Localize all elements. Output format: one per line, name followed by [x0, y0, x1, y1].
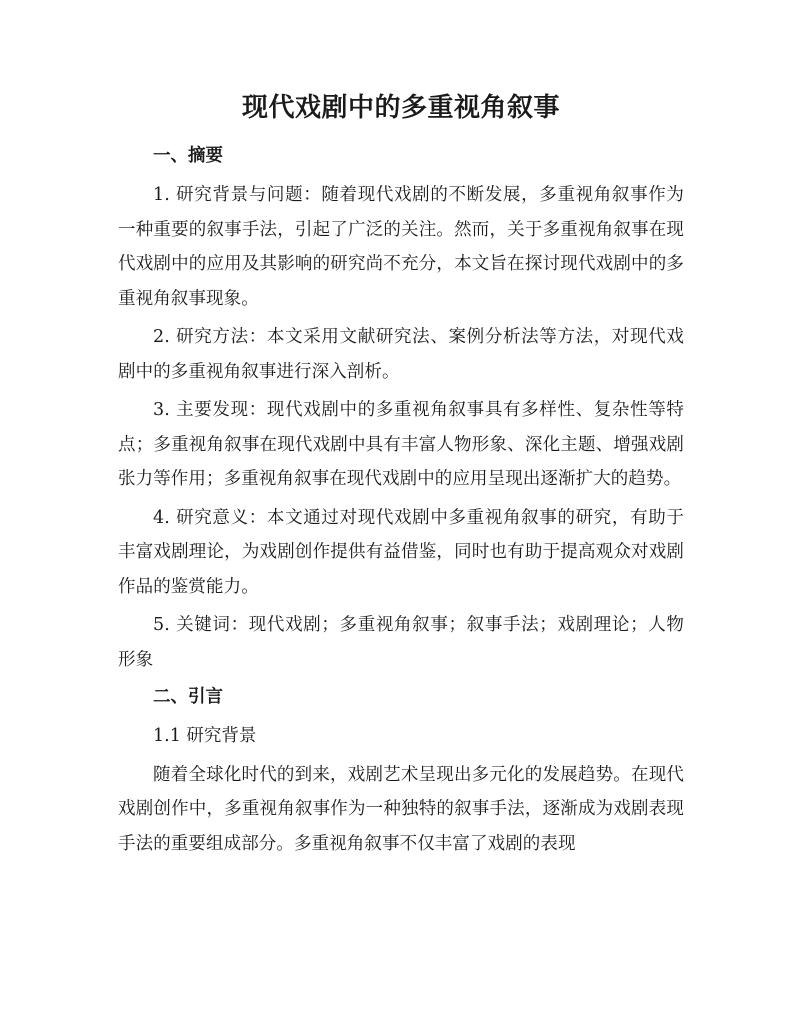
section-heading-abstract: 一、摘要: [153, 146, 223, 166]
document-page: [118, 86, 684, 861]
document-title: 现代戏剧中的多重视角叙事: [241, 93, 560, 123]
subsection-heading-background: 1.1 研究背景: [153, 726, 257, 746]
abstract-item-3: 3. 主要发现：现代戏剧中的多重视角叙事具有多样性、复杂性等特点；多重视角叙事在现代戏剧中具有丰富人物形象、深化主题、增强戏剧张力等作用；多重视角叙事在现代戏剧中的应用呈现出逐渐扩大的趋势。: [118, 400, 684, 489]
abstract-item-4: 4. 研究意义：本文通过对现代戏剧中多重视角叙事的研究，有助于丰富戏剧理论，为戏剧创作提供有益借鉴，同时也有助于提高观众对戏剧作品的鉴赏能力。: [118, 507, 684, 597]
abstract-item-2: 2. 研究方法：本文采用文献研究法、案例分析法等方法，对现代戏剧中的多重视角叙事进行深入剖析。: [118, 327, 684, 382]
intro-paragraph: 随着全球化时代的到来，戏剧艺术呈现出多元化的发展趋势。在现代戏剧创作中，多重视角叙事作为一种独特的叙事手法，逐渐成为戏剧表现手法的重要组成部分。多重视角叙事不仅丰富了戏剧的表现: [118, 764, 684, 854]
section-heading-intro: 二、引言: [153, 687, 223, 707]
abstract-item-1: 1. 研究背景与问题：随着现代戏剧的不断发展，多重视角叙事作为一种重要的叙事手法，引起了广泛的关注。然而，关于多重视角叙事在现代戏剧中的应用及其影响的研究尚不充分，本文旨在探讨现代戏剧中的多重视角叙事现象。: [118, 185, 684, 309]
abstract-item-5: 5. 关键词：现代戏剧；多重视角叙事；叙事手法；戏剧理论；人物形象: [118, 615, 684, 670]
